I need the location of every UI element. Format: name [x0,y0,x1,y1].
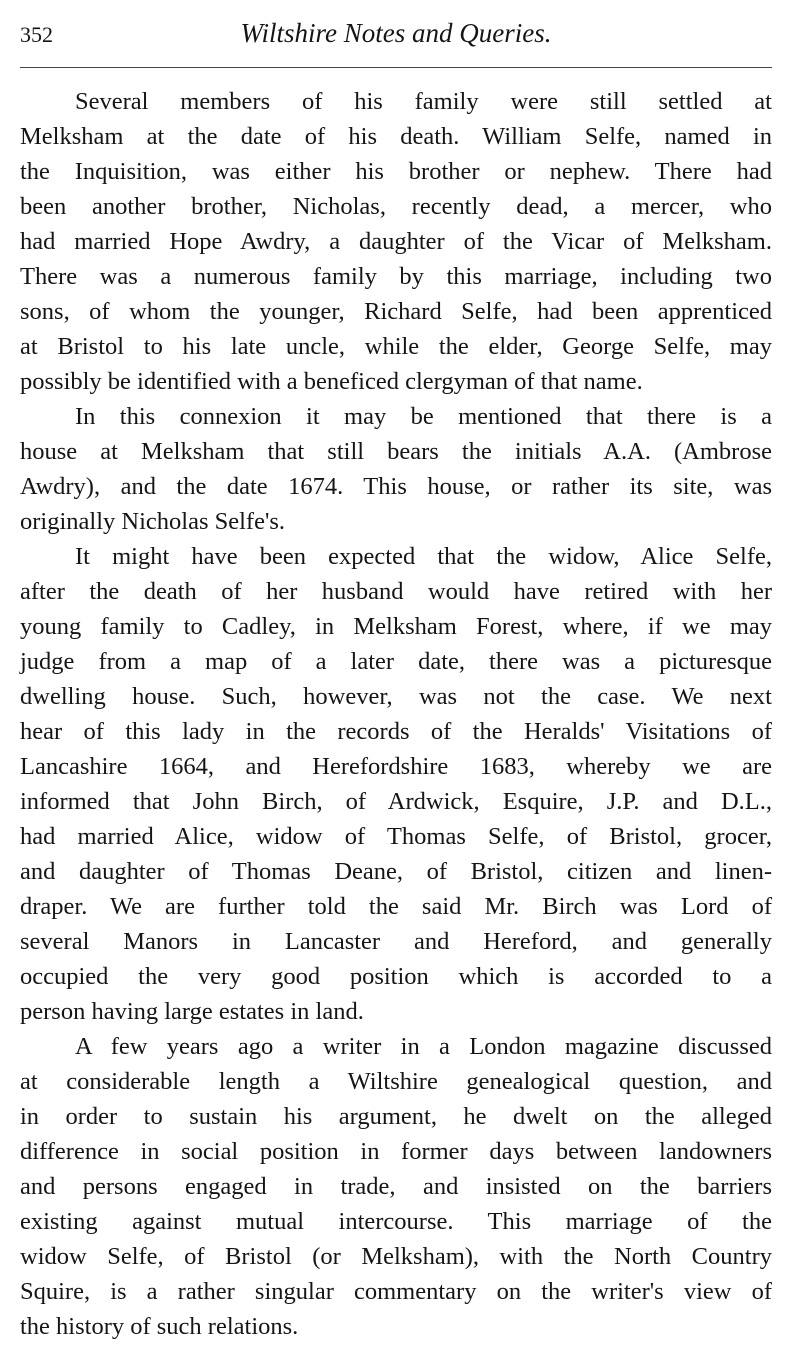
text-line: originally Nicholas Selfe's. [20,508,286,535]
text-line: occupied the very good position which is accorded to a [20,963,772,990]
paragraph [20,399,772,539]
text-line: the history of such relations. [20,1313,299,1340]
text-line: at Bristol to his late uncle, while the elder, George Selfe, may [20,333,772,360]
text-line: after the death of her husband would have retired with her [20,578,772,605]
text-line: had married Hope Awdry, a daughter of the Vicar of Melksham. [20,228,772,255]
paragraph [20,84,772,399]
text-line: hear of this lady in the records of the Heralds' Visitations of [20,718,772,745]
text-line: dwelling house. Such, however, was not the case. We next [20,683,772,710]
text-line: It might have been expected that the widow, Alice Selfe, [75,543,772,570]
text-line: in order to sustain his argument, he dwelt on the alleged [20,1103,772,1130]
text-line: and persons engaged in trade, and insisted on the barriers [20,1173,772,1200]
page-number: 352 [20,22,53,47]
text-line: existing against mutual intercourse. This marriage of the [20,1208,772,1235]
page-header [20,14,772,54]
running-title: Wiltshire Notes and Queries. [240,18,552,48]
text-line: widow Selfe, of Bristol (or Melksham), with the North Country [20,1243,772,1270]
text-line: Melksham at the date of his death. William Selfe, named in [20,123,772,150]
text-line: the Inquisition, was either his brother or nephew. There had [20,158,772,185]
text-line: sons, of whom the younger, Richard Selfe, had been apprenticed [20,298,772,325]
text-line: draper. We are further told the said Mr. Birch was Lord of [20,893,772,920]
text-line: at considerable length a Wiltshire genealogical question, and [20,1068,772,1095]
text-line: been another brother, Nicholas, recently dead, a mercer, who [20,193,772,220]
text-line: young family to Cadley, in Melksham Forest, where, if we may [20,613,772,640]
text-line: Lancashire 1664, and Herefordshire 1683, whereby we are [20,753,772,780]
text-line: judge from a map of a later date, there was a picturesque [20,648,772,675]
text-line: several Manors in Lancaster and Hereford, and generally [20,928,772,955]
text-line: possibly be identified with a beneficed clergyman of that name. [20,368,643,395]
header-rule [20,67,772,68]
text-line: Squire, is a rather singular commentary on the writer's view of [20,1278,772,1305]
text-line: and daughter of Thomas Deane, of Bristol, citizen and linen- [20,858,772,885]
text-line: informed that John Birch, of Ardwick, Esquire, J.P. and D.L., [20,788,772,815]
text-line: There was a numerous family by this marriage, including two [20,263,772,290]
text-line: Awdry), and the date 1674. This house, or rather its site, was [20,473,772,500]
page-body [20,84,772,1344]
text-line: person having large estates in land. [20,998,364,1025]
text-line: In this connexion it may be mentioned that there is a [75,403,772,430]
text-line: difference in social position in former days between landowners [20,1138,772,1165]
text-line: Several members of his family were still settled at [75,88,772,115]
text-line: A few years ago a writer in a London magazine discussed [75,1033,772,1060]
paragraph [20,539,772,1029]
paragraph [20,1029,772,1344]
text-line: house at Melksham that still bears the initials A.A. (Ambrose [20,438,772,465]
text-line: had married Alice, widow of Thomas Selfe, of Bristol, grocer, [20,823,772,850]
